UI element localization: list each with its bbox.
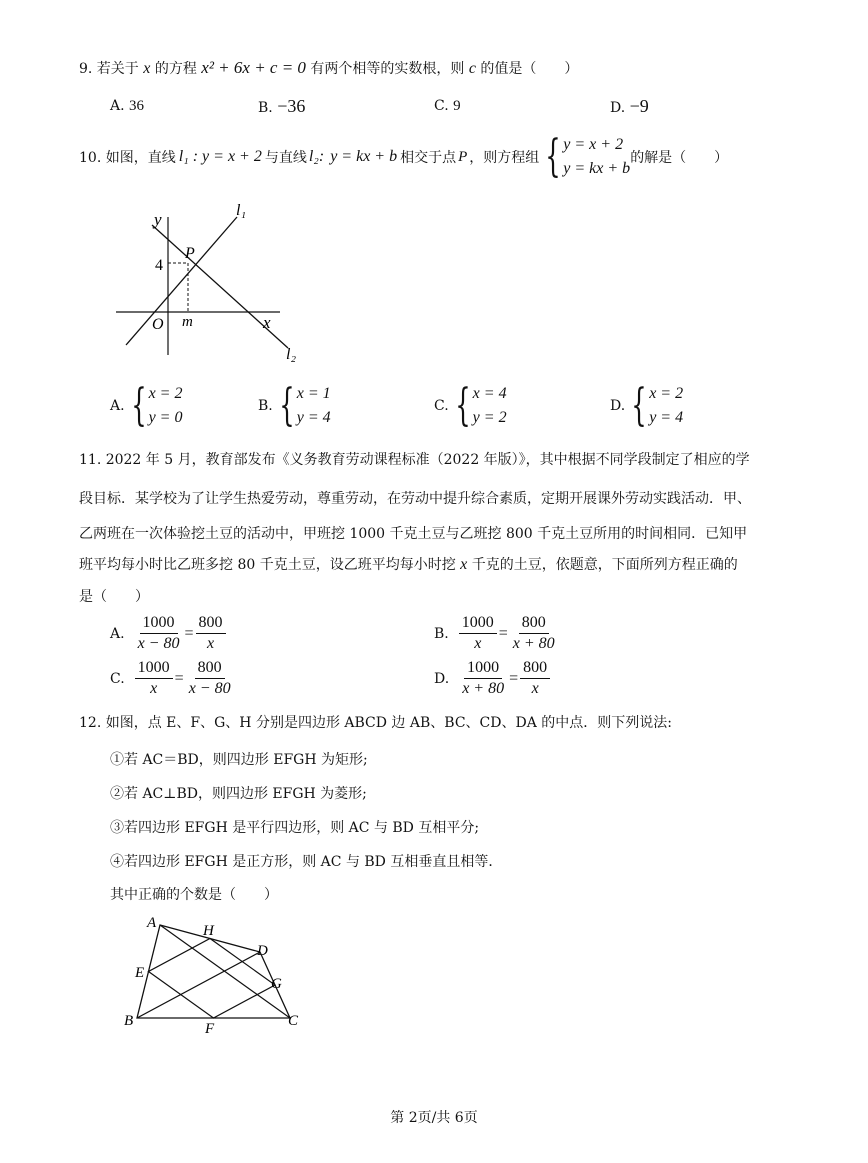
q11-line-1: 11. 2022 年 5 月，教育部发布《义务教育劳动课程标准（2022 年版）》，其中根据不同学段制定了相应的学 — [79, 452, 750, 468]
option-label: B. — [258, 100, 273, 116]
denominator: x — [206, 635, 215, 652]
q12-statement-4: ④若四边形 EFGH 是正方形，则 AC 与 BD 互相垂直且相等． — [110, 854, 503, 870]
q9-stem-pre: 9. 若关于 — [79, 61, 139, 77]
q10-graph — [110, 195, 310, 365]
q10-system-line1: y = x + 2 — [563, 136, 624, 153]
numerator: 1000 — [464, 659, 502, 679]
numerator: 800 — [196, 614, 226, 634]
option-value: −9 — [629, 96, 649, 116]
option-label: C. — [434, 398, 449, 414]
brace-icon: { — [130, 380, 147, 431]
right-fraction — [196, 614, 226, 653]
q12-statement-2: ②若 AC⊥BD，则四边形 EFGH 为菱形; — [110, 786, 367, 802]
label-g: G — [271, 976, 282, 992]
numerator: 800 — [519, 614, 549, 634]
option-label: A. — [110, 625, 125, 642]
q11-var-x: x — [460, 556, 468, 573]
equals-sign: = — [174, 669, 184, 687]
q10-system — [539, 133, 630, 181]
brace-icon: { — [545, 131, 561, 182]
q9-stem-mid: 的方程 — [154, 61, 197, 77]
label-c: C — [288, 1013, 299, 1029]
denominator: x + 80 — [512, 635, 555, 652]
denominator: x − 80 — [137, 635, 180, 652]
q11-line-3: 乙两班在一次体验挖土豆的活动中，甲班挖 1000 千克土豆与乙班挖 800 千克土豆所用的时间相同．已知甲 — [79, 526, 748, 542]
left-fraction — [135, 659, 173, 698]
brace-icon: { — [631, 380, 647, 431]
right-fraction — [520, 659, 550, 698]
y-axis-label: y — [154, 210, 162, 229]
numerator: 1000 — [135, 659, 173, 679]
option-label: D. — [610, 100, 626, 116]
q10-option-a — [110, 382, 182, 430]
option-value: −36 — [277, 96, 306, 116]
q10-option-c — [434, 382, 507, 430]
q9-option-c — [434, 98, 461, 115]
option-label: B. — [258, 398, 273, 414]
q11-option-c — [110, 659, 236, 698]
option-line2: y = 0 — [148, 409, 183, 426]
point-label: P — [185, 245, 195, 262]
q11-line-4a: 班平均每小时比乙班多挖 80 千克土豆，设乙班平均每小时挖 — [79, 557, 456, 573]
q9-var-x: x — [143, 60, 151, 77]
option-label: D. — [434, 670, 450, 687]
diagonal-bd — [137, 952, 260, 1018]
label-f: F — [205, 1021, 215, 1037]
option-system — [125, 382, 183, 430]
q11-line-2: 段目标．某学校为了让学生热爱劳动，尊重劳动，在劳动中提升综合素质，定期开展课外劳动实践活动．甲、 — [79, 491, 751, 507]
option-value: 36 — [129, 98, 145, 114]
diagonal-ac — [160, 925, 290, 1018]
q10-stem — [79, 133, 728, 181]
option-line1: x = 2 — [649, 385, 684, 402]
label-a: A — [147, 915, 157, 931]
label-h: H — [203, 923, 214, 939]
option-line1: x = 4 — [472, 385, 507, 402]
option-value: 9 — [453, 98, 461, 114]
right-fraction — [186, 659, 234, 698]
option-system — [625, 382, 683, 430]
q9-stem — [79, 58, 578, 78]
q10-option-d — [610, 382, 683, 430]
q10-stem-e: 的解是（ ） — [630, 150, 729, 166]
q10-l2-label: l₂: — [308, 148, 325, 165]
q11-line-4 — [79, 554, 738, 574]
q11-option-a — [110, 614, 228, 653]
denominator: x + 80 — [462, 680, 505, 697]
option-label: C. — [110, 670, 125, 687]
q10-system-line2: y = kx + b — [563, 160, 631, 177]
q12-figure — [115, 905, 315, 1040]
q11-line-4b: 千克的土豆，依题意，下面所列方程正确的 — [471, 557, 738, 573]
left-fraction — [459, 614, 497, 653]
q9-option-b — [258, 96, 305, 117]
option-line1: x = 2 — [148, 385, 183, 402]
brace-icon: { — [454, 380, 471, 431]
q10-stem-c: 相交于点 — [400, 150, 457, 166]
option-system — [449, 382, 507, 430]
page-footer: 第 2页/共 6页 — [390, 1110, 478, 1126]
left-fraction — [459, 659, 507, 698]
option-label: D. — [610, 398, 626, 414]
q12-stem: 12. 如图，点 E、F、G、H 分别是四边形 ABCD 边 AB、BC、CD、DA 的中点．则下列说法: — [79, 715, 672, 731]
q10-stem-b: 与直线 — [264, 150, 307, 166]
option-label: A. — [110, 398, 125, 414]
option-line2: y = 4 — [296, 409, 331, 426]
q12-statement-3: ③若四边形 EFGH 是平行四边形，则 AC 与 BD 互相平分; — [110, 820, 480, 836]
denominator: x — [474, 635, 482, 652]
left-fraction — [135, 614, 183, 653]
q9-option-d — [610, 96, 649, 117]
origin-label: O — [152, 316, 164, 333]
option-line2: y = 2 — [472, 409, 507, 426]
q9-stem-end: 的值是（ ） — [480, 61, 579, 77]
denominator: x — [150, 680, 158, 697]
equals-sign: = — [509, 669, 519, 687]
q10-l2-equation: y = kx + b — [330, 148, 398, 165]
equals-sign: = — [184, 624, 194, 642]
tick-y-label: 4 — [155, 257, 163, 274]
brace-icon: { — [279, 380, 295, 431]
denominator: x — [531, 680, 539, 697]
q11-option-b — [434, 614, 560, 653]
option-line2: y = 4 — [649, 409, 684, 426]
q12-statement-1: ①若 AC＝BD，则四边形 EFGH 为矩形; — [110, 752, 368, 768]
q10-stem-d: ，则方程组 — [469, 150, 540, 166]
q10-stem-a: 10. 如图，直线 — [79, 150, 176, 166]
q9-var-c: c — [468, 60, 476, 77]
label-b: B — [124, 1013, 134, 1029]
label-d: D — [257, 943, 268, 959]
q11-option-d — [434, 659, 552, 698]
option-label: C. — [434, 98, 449, 114]
denominator: x − 80 — [188, 680, 231, 697]
numerator: 1000 — [459, 614, 497, 634]
option-line1: x = 1 — [296, 385, 331, 402]
numerator: 1000 — [140, 614, 178, 634]
x-axis-label: x — [263, 313, 271, 332]
line1-label: l₁ — [236, 202, 247, 219]
tick-x-label: m — [182, 314, 193, 330]
q9-stem-post: 有两个相等的实数根，则 — [310, 61, 465, 77]
option-label: A. — [110, 98, 125, 114]
q10-point: P — [458, 148, 468, 165]
q12-question: 其中正确的个数是（ ） — [110, 887, 278, 903]
q9-equation: x² + 6x + c = 0 — [201, 58, 306, 77]
line2-label: l₂ — [286, 346, 297, 363]
q10-l1-equation: l₁ : y = x + 2 — [178, 148, 262, 165]
option-label: B. — [434, 625, 449, 642]
numerator: 800 — [520, 659, 550, 679]
q10-option-b — [258, 382, 331, 430]
equals-sign: = — [498, 624, 508, 642]
label-e: E — [135, 965, 145, 981]
option-system — [273, 382, 331, 430]
q11-line-5: 是（ ） — [79, 589, 149, 605]
right-fraction — [510, 614, 558, 653]
q9-option-a — [110, 98, 144, 115]
numerator: 800 — [195, 659, 225, 679]
